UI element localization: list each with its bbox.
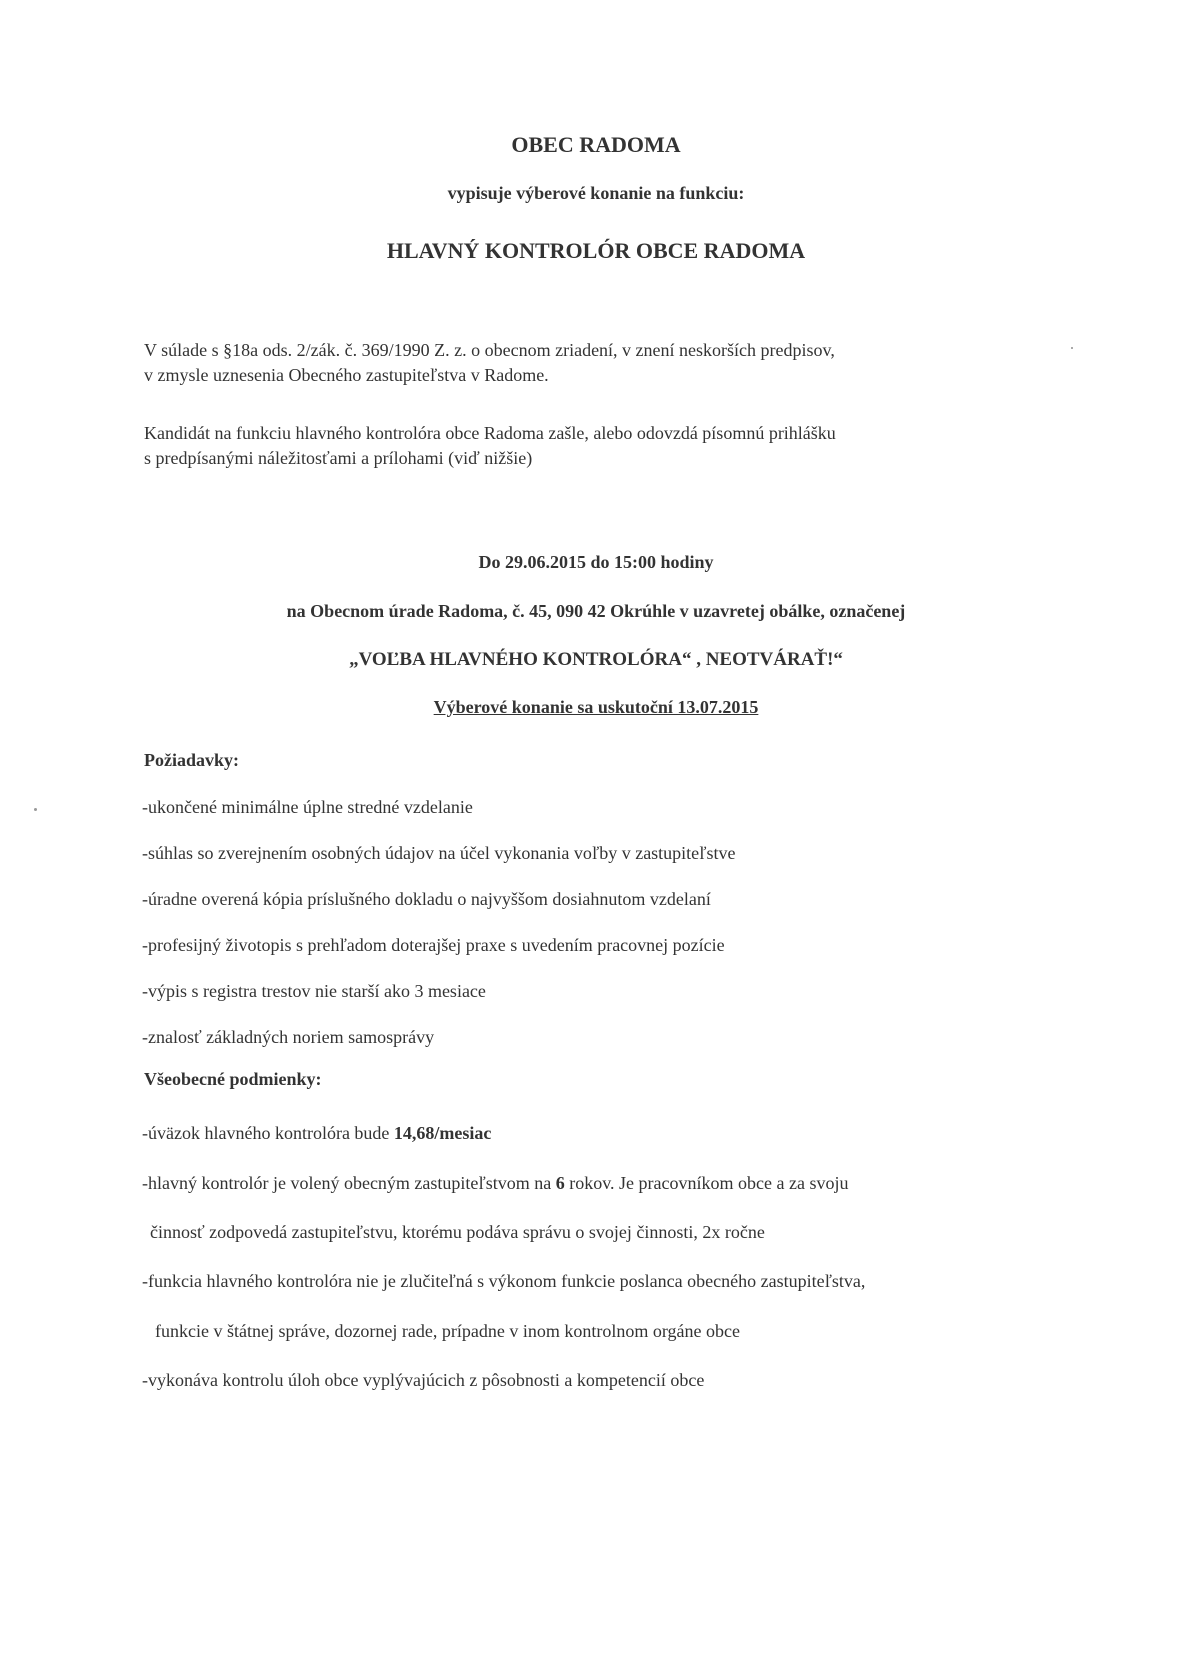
legal-basis-paragraph	[144, 338, 1044, 388]
term-condition	[142, 1173, 848, 1194]
application-line-1: Kandidát na funkciu hlavného kontrolóra obce Radoma zašle, alebo odovzdá písomnú prihlášku	[144, 423, 836, 443]
requirement-item: -výpis s registra trestov nie starší ako 3 mesiace	[142, 981, 486, 1001]
control-duty: -vykonáva kontrolu úloh obce vyplývajúcich z pôsobnosti a kompetencií obce	[142, 1370, 705, 1390]
requirement-item: -súhlas so zverejnením osobných údajov na účel vykonania voľby v zastupiteľstve	[142, 843, 736, 863]
term-suffix: rokov. Je pracovníkom obce a za svoju	[564, 1173, 849, 1193]
selection-date-line	[0, 697, 1192, 718]
workload-value: 14,68/mesiac	[393, 1123, 492, 1143]
incompatibility-continuation: funkcie v štátnej správe, dozornej rade, prípadne v inom kontrolnom orgáne obce	[155, 1321, 740, 1341]
term-prefix: -hlavný kontrolór je volený obecným zastupiteľstvom na	[142, 1173, 556, 1193]
requirements-heading: Požiadavky:	[144, 750, 240, 770]
general-conditions-heading: Všeobecné podmienky:	[144, 1069, 322, 1089]
requirement-item: -profesijný životopis s prehľadom doterajšej praxe s uvedením pracovnej pozície	[142, 935, 725, 955]
submission-deadline: Do 29.06.2015 do 15:00 hodiny	[478, 552, 714, 572]
announcement-text: vypisuje výberové konanie na funkciu:	[447, 183, 745, 203]
term-value: 6	[555, 1173, 565, 1193]
scan-speck	[1071, 347, 1073, 349]
workload-condition	[142, 1123, 491, 1144]
incompatibility-condition: -funkcia hlavného kontrolóra nie je zlučiteľná s výkonom funkcie poslanca obecného zastupiteľstva,	[142, 1271, 866, 1291]
scan-speck	[34, 808, 37, 811]
envelope-label: „VOĽBA HLAVNÉHO KONTROLÓRA“ , NEOTVÁRAŤ!“	[349, 649, 843, 670]
term-condition-continuation: činnosť zodpovedá zastupiteľstvu, ktorému podáva správu o svojej činnosti, 2x ročne	[150, 1222, 765, 1242]
application-paragraph	[144, 421, 1044, 471]
legal-basis-line-2: v zmysle uznesenia Obecného zastupiteľstva v Radome.	[144, 365, 549, 385]
workload-prefix: -úväzok hlavného kontrolóra bude	[142, 1123, 394, 1143]
requirement-item: -znalosť základných noriem samosprávy	[142, 1027, 435, 1047]
application-line-2: s predpísanými náležitosťami a prílohami (viď nižšie)	[144, 448, 533, 468]
selection-date: Výberové konanie sa uskutoční 13.07.2015	[433, 697, 759, 717]
municipality-title: OBEC RADOMA	[511, 132, 681, 157]
submission-address: na Obecnom úrade Radoma, č. 45, 090 42 Okrúhle v uzavretej obálke, označenej	[286, 601, 906, 621]
legal-basis-line-1: V súlade s §18a ods. 2/zák. č. 369/1990 Z. z. o obecnom zriadení, v znení neskorších predpisov,	[144, 340, 835, 360]
requirement-item: -ukončené minimálne úplne stredné vzdelanie	[142, 797, 473, 817]
position-title: HLAVNÝ KONTROLÓR OBCE RADOMA	[386, 238, 806, 263]
requirement-item: -úradne overená kópia príslušného dokladu o najvyššom dosiahnutom vzdelaní	[142, 889, 711, 909]
